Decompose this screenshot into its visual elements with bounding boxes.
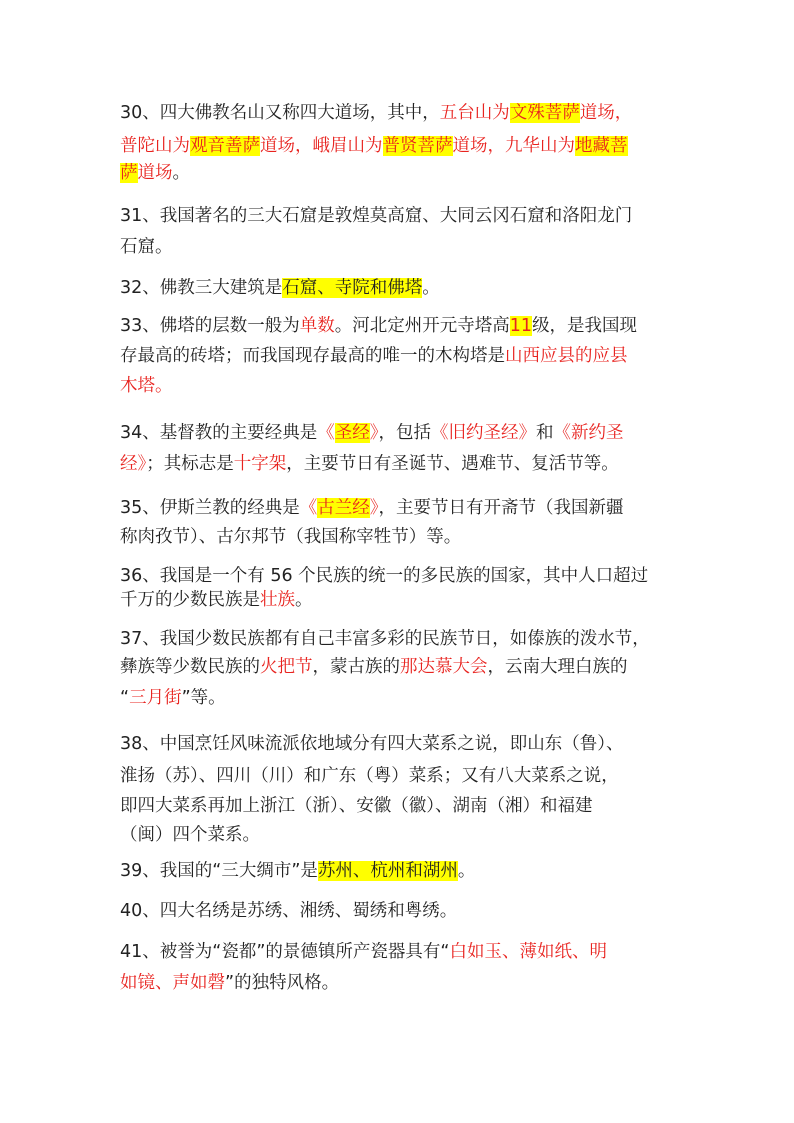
text: 千万的少数民族是 bbox=[120, 590, 260, 610]
red-text: 五台山为 bbox=[439, 103, 510, 123]
text: 。河北定州开元寺塔高 bbox=[334, 316, 510, 336]
item-33-line-2 bbox=[120, 343, 628, 371]
text: 。 bbox=[422, 278, 440, 298]
red-text: 《旧约圣经》 bbox=[431, 423, 537, 443]
item-31-line-1: 31、我国著名的三大石窟是敦煌莫高窟、大同云冈石窟和洛阳龙门 bbox=[120, 206, 633, 226]
item-38-line-1: 38、中国烹饪风味流派依地域分有四大菜系之说，即山东（鲁）、 bbox=[120, 734, 624, 754]
item-32-line-1 bbox=[120, 275, 440, 303]
highlighted-red-text: 文殊菩萨 bbox=[509, 103, 580, 123]
item-36-line-1: 36、我国是一个有 56 个民族的统一的多民族的国家，其中人口超过 bbox=[120, 566, 649, 586]
item-38-line-3: 即四大菜系再加上浙江（浙）、安徽（徽）、湖南（湘）和福建 bbox=[120, 796, 593, 816]
red-text: 白如玉、薄如纸、明 bbox=[449, 942, 607, 962]
red-text: 那达慕大会 bbox=[400, 657, 488, 677]
item-36-line-2 bbox=[120, 587, 313, 615]
text: 。 bbox=[457, 861, 476, 881]
item-30-line-3 bbox=[120, 160, 190, 188]
text: ，云南大理白族的 bbox=[487, 657, 628, 677]
red-text: 《新约圣 bbox=[553, 423, 624, 443]
text: ，蒙古族的 bbox=[312, 657, 400, 677]
red-text: 如镜、声如磬 bbox=[120, 973, 225, 993]
text: 30、四大佛教名山又称四大道场，其中， bbox=[120, 103, 440, 123]
item-37-line-3 bbox=[120, 685, 226, 713]
highlighted-red-text: 普贤菩萨 bbox=[382, 136, 453, 156]
text: ，主要节日有圣诞节、遇难节、复活节等。 bbox=[286, 454, 619, 474]
highlighted-red-text: 11 bbox=[509, 316, 533, 336]
item-39-line-1 bbox=[120, 858, 475, 886]
highlighted-red-text: 古兰经 bbox=[317, 498, 370, 518]
red-text: 经》 bbox=[120, 454, 147, 474]
text: 。 bbox=[295, 590, 313, 610]
text: 35、伊斯兰教的经典是 bbox=[120, 498, 300, 518]
text: 34、基督教的主要经典是 bbox=[120, 423, 318, 443]
red-text: 》 bbox=[369, 498, 379, 518]
item-34-line-1 bbox=[120, 420, 624, 448]
text: ；其标志是 bbox=[146, 454, 234, 474]
text: 33、佛塔的层数一般为 bbox=[120, 316, 300, 336]
highlighted-text: 石窟、寺院和佛塔 bbox=[282, 278, 423, 298]
highlighted-red-text: 地藏菩 bbox=[575, 136, 628, 156]
item-33-line-3: 木塔。 bbox=[120, 376, 173, 396]
highlighted-red-text: 萨 bbox=[120, 163, 138, 183]
item-35-line-1 bbox=[120, 495, 624, 523]
red-text: 壮族 bbox=[260, 590, 295, 610]
item-37-line-2 bbox=[120, 654, 628, 682]
highlighted-red-text: 观音善萨 bbox=[190, 136, 260, 156]
item-34-line-2 bbox=[120, 451, 619, 479]
item-37-line-1: 37、我国少数民族都有自己丰富多彩的民族节日，如傣族的泼水节， bbox=[120, 629, 650, 649]
text: 彝族等少数民族的 bbox=[120, 657, 260, 677]
red-text: 》 bbox=[369, 423, 379, 443]
text: “ bbox=[120, 688, 130, 708]
text: 存最高的砖塔；而我国现存最高的唯一的木构塔是 bbox=[120, 346, 505, 366]
text: 和 bbox=[536, 423, 554, 443]
red-text: 道场，峨眉山为 bbox=[260, 136, 383, 156]
text: 32、佛教三大建筑是 bbox=[120, 278, 283, 298]
red-text: 普陀山为 bbox=[120, 136, 190, 156]
highlighted-text: 苏州、杭州和湖州 bbox=[317, 861, 458, 881]
text: ”等。 bbox=[181, 688, 226, 708]
red-text: 《 bbox=[299, 498, 318, 518]
text: 级，是我国现 bbox=[532, 316, 638, 336]
text: 41、被誉为“瓷都”的景德镇所产瓷器具有“ bbox=[120, 942, 450, 962]
red-text: 道场，九华山为 bbox=[452, 136, 575, 156]
text: 。 bbox=[172, 163, 190, 183]
item-40-line-1: 40、四大名绣是苏绣、湘绣、蜀绣和粤绣。 bbox=[120, 901, 458, 921]
item-41-line-1 bbox=[120, 939, 607, 967]
red-text: 道场， bbox=[579, 103, 633, 123]
text: 39、我国的“三大绸市”是 bbox=[120, 861, 318, 881]
highlighted-red-text: 圣经 bbox=[334, 423, 370, 443]
red-text: 十字架 bbox=[233, 454, 287, 474]
red-text: 三月街 bbox=[129, 688, 182, 708]
item-41-line-2 bbox=[120, 970, 339, 998]
text: ”的独特风格。 bbox=[225, 973, 340, 993]
item-38-line-4: （闽）四个菜系。 bbox=[120, 825, 260, 845]
item-33-line-1 bbox=[120, 313, 637, 341]
red-text: 道场 bbox=[137, 163, 173, 183]
item-31-line-2: 石窟。 bbox=[120, 237, 173, 257]
item-30-line-1 bbox=[120, 100, 632, 128]
red-text: 火把节 bbox=[260, 657, 313, 677]
text: ，主要节日有开斋节（我国新疆 bbox=[378, 498, 624, 518]
item-38-line-2: 淮扬（苏）、四川（川）和广东（粤）菜系；又有八大菜系之说， bbox=[120, 766, 619, 786]
red-text: 山西应县的应县 bbox=[505, 346, 628, 366]
item-35-line-2: 称肉孜节）、古尔邦节（我国称宰牲节）等。 bbox=[120, 527, 462, 547]
red-text: 单数 bbox=[299, 316, 335, 336]
item-30-line-2 bbox=[120, 133, 628, 161]
text: ，包括 bbox=[378, 423, 432, 443]
red-text: 《 bbox=[317, 423, 335, 443]
